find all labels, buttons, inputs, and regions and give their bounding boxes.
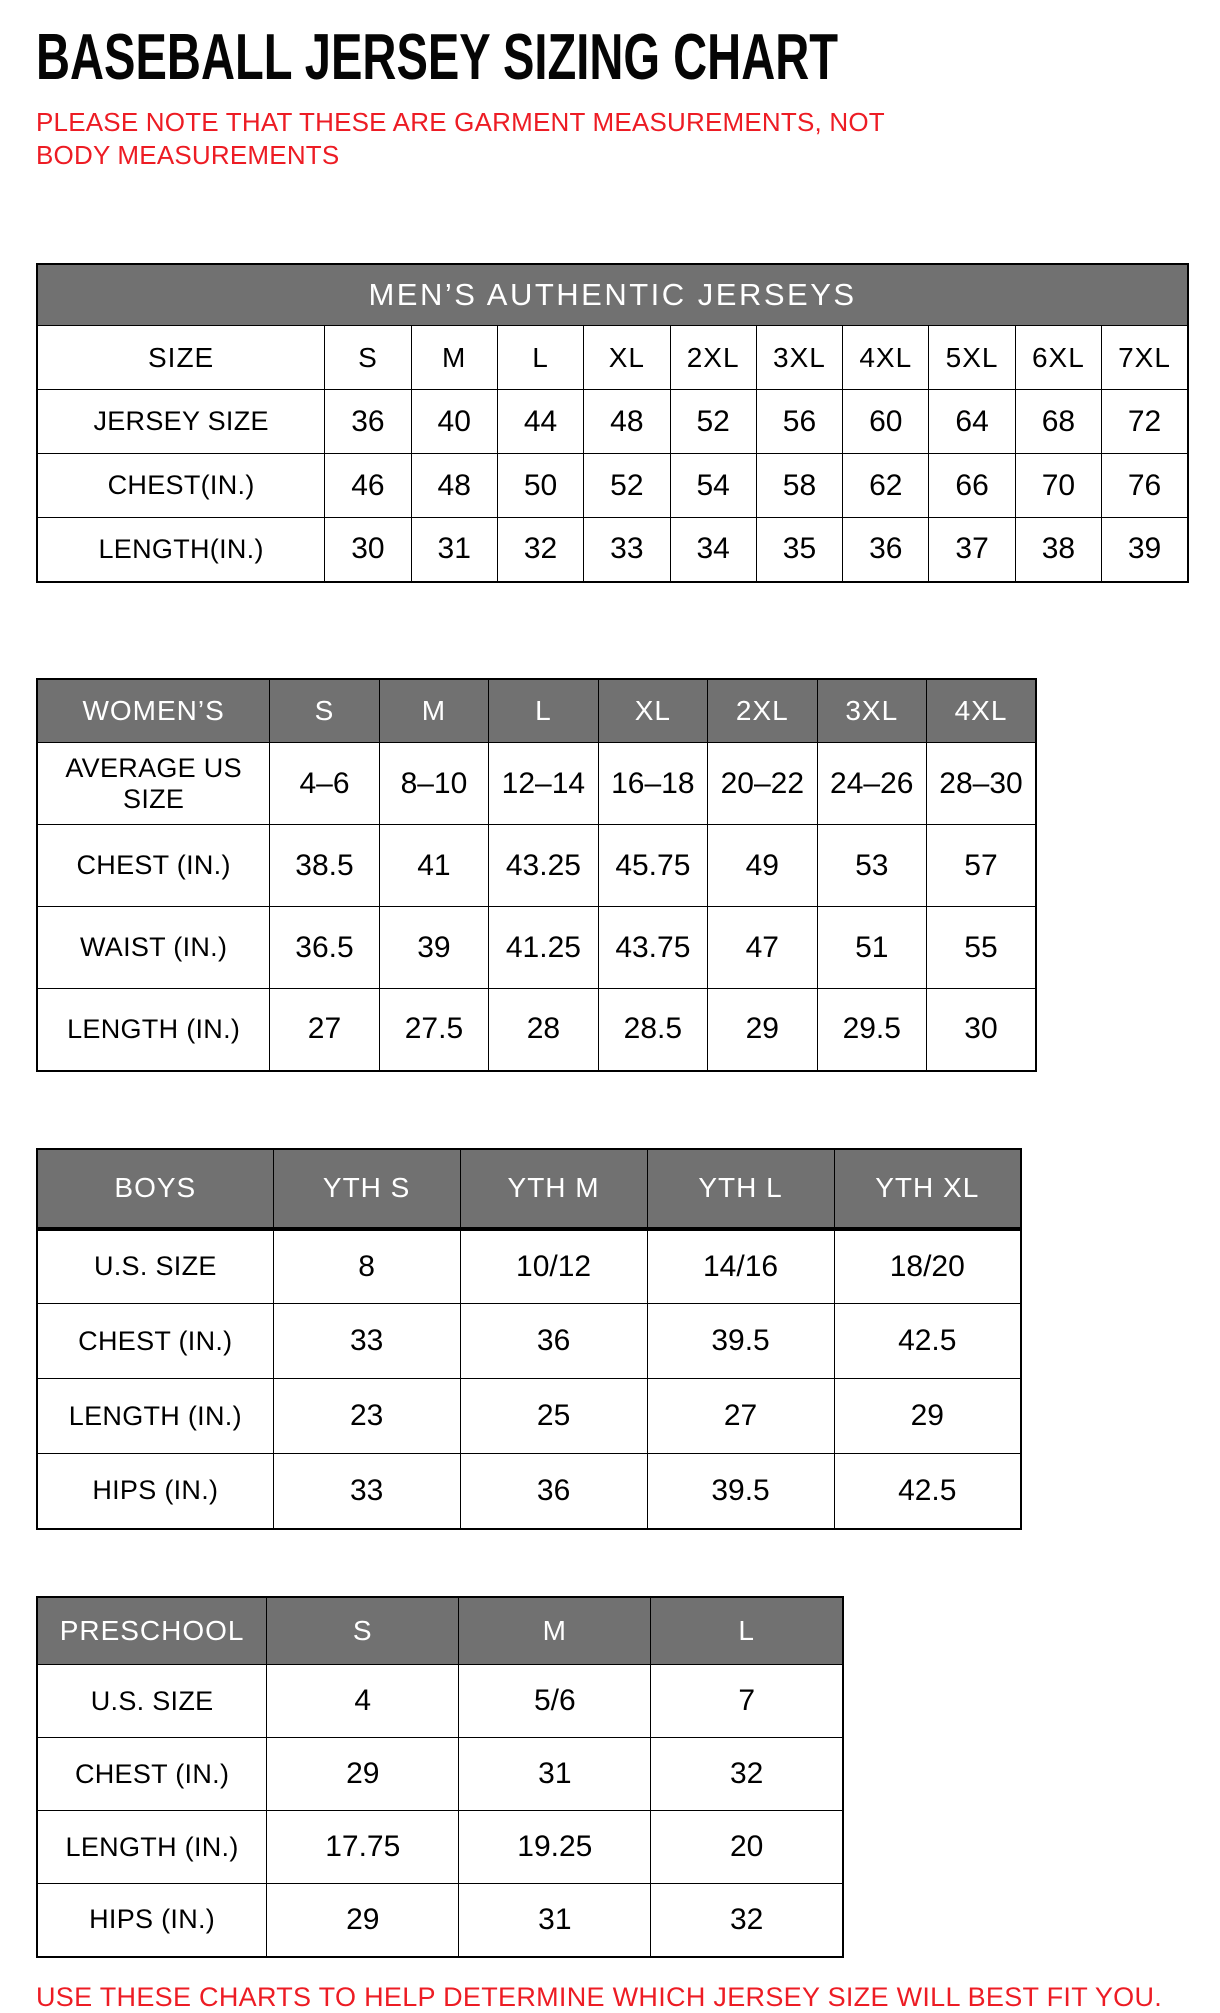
table-row	[37, 1884, 843, 1957]
table-cell: 12–14	[489, 743, 598, 825]
table-cell: 37	[929, 518, 1015, 582]
table-row	[37, 989, 1036, 1071]
table-cell: 46	[325, 454, 411, 518]
row-label: LENGTH (IN.)	[37, 989, 270, 1071]
column-header: 6XL	[1015, 326, 1101, 390]
table-cell: 47	[708, 907, 817, 989]
column-header: 4XL	[926, 679, 1036, 743]
preschool-sizing-table	[36, 1596, 844, 1958]
table-cell: 70	[1015, 454, 1101, 518]
row-label: JERSEY SIZE	[37, 390, 325, 454]
table-cell: 20	[651, 1811, 843, 1884]
table-cell: 32	[651, 1884, 843, 1957]
table-cell: 42.5	[834, 1454, 1021, 1529]
table-cell: 43.75	[598, 907, 707, 989]
column-header: 4XL	[843, 326, 929, 390]
row-label: WAIST (IN.)	[37, 907, 270, 989]
table-cell: 29	[267, 1738, 459, 1811]
table-corner-label: WOMEN’S	[37, 679, 270, 743]
table-cell: 55	[926, 907, 1036, 989]
table-row	[37, 1229, 1021, 1304]
table-cell: 10/12	[460, 1229, 647, 1304]
garment-measurement-note: PLEASE NOTE THAT THESE ARE GARMENT MEASUREMENTS, NOT BODY MEASUREMENTS	[36, 107, 885, 171]
table-cell: 36	[460, 1304, 647, 1379]
table-cell: 34	[670, 518, 756, 582]
table-cell: 38	[1015, 518, 1101, 582]
table-cell: 14/16	[647, 1229, 834, 1304]
table-header-row	[37, 326, 1188, 390]
table-cell: 19.25	[459, 1811, 651, 1884]
table-cell: 44	[497, 390, 583, 454]
column-header: 5XL	[929, 326, 1015, 390]
row-label: AVERAGE US SIZE	[37, 743, 270, 825]
table-cell: 33	[273, 1304, 460, 1379]
table-row	[37, 1454, 1021, 1529]
table-cell: 76	[1102, 454, 1188, 518]
row-label: LENGTH (IN.)	[37, 1811, 267, 1884]
column-header: M	[379, 679, 488, 743]
table-cell: 52	[670, 390, 756, 454]
table-cell: 29	[834, 1379, 1021, 1454]
table-cell: 72	[1102, 390, 1188, 454]
table-cell: 36	[325, 390, 411, 454]
table-cell: 51	[817, 907, 926, 989]
column-header: L	[489, 679, 598, 743]
table-cell: 66	[929, 454, 1015, 518]
table-cell: 30	[325, 518, 411, 582]
table-cell: 57	[926, 825, 1036, 907]
table-cell: 16–18	[598, 743, 707, 825]
table-cell: 8	[273, 1229, 460, 1304]
table-cell: 32	[651, 1738, 843, 1811]
table-cell: 56	[756, 390, 842, 454]
column-header: XL	[598, 679, 707, 743]
table-cell: 8–10	[379, 743, 488, 825]
table-row	[37, 825, 1036, 907]
table-cell: 28.5	[598, 989, 707, 1071]
column-header: M	[411, 326, 497, 390]
table-row	[37, 1304, 1021, 1379]
table-cell: 27	[647, 1379, 834, 1454]
table-cell: 32	[497, 518, 583, 582]
table-cell: 41.25	[489, 907, 598, 989]
table-row	[37, 907, 1036, 989]
table-cell: 29	[267, 1884, 459, 1957]
table-cell: 7	[651, 1665, 843, 1738]
table-cell: 36	[843, 518, 929, 582]
table-cell: 62	[843, 454, 929, 518]
column-header: 7XL	[1102, 326, 1188, 390]
table-cell: 39.5	[647, 1454, 834, 1529]
row-label: CHEST(IN.)	[37, 454, 325, 518]
row-label: LENGTH (IN.)	[37, 1379, 273, 1454]
table-cell: 50	[497, 454, 583, 518]
column-header: L	[651, 1597, 843, 1665]
table-cell: 33	[273, 1454, 460, 1529]
table-row	[37, 1665, 843, 1738]
table-cell: 39.5	[647, 1304, 834, 1379]
table-row	[37, 454, 1188, 518]
table-cell: 52	[584, 454, 670, 518]
table-banner-title: MEN’S AUTHENTIC JERSEYS	[37, 264, 1188, 326]
table-cell: 31	[459, 1884, 651, 1957]
row-label: CHEST (IN.)	[37, 825, 270, 907]
column-header: L	[497, 326, 583, 390]
column-header: S	[325, 326, 411, 390]
column-header: 2XL	[670, 326, 756, 390]
table-cell: 39	[1102, 518, 1188, 582]
table-cell: 20–22	[708, 743, 817, 825]
column-header: 3XL	[817, 679, 926, 743]
table-row	[37, 1738, 843, 1811]
table-cell: 18/20	[834, 1229, 1021, 1304]
column-header: YTH XL	[834, 1149, 1021, 1229]
womens-sizing-table	[36, 678, 1037, 1072]
table-cell: 48	[584, 390, 670, 454]
table-cell: 39	[379, 907, 488, 989]
column-header: M	[459, 1597, 651, 1665]
table-cell: 36.5	[270, 907, 379, 989]
table-corner-label: BOYS	[37, 1149, 273, 1229]
mens-authentic-jerseys-table	[36, 263, 1189, 583]
row-label: CHEST (IN.)	[37, 1738, 267, 1811]
table-row	[37, 518, 1188, 582]
table-header-row	[37, 679, 1036, 743]
column-header: 3XL	[756, 326, 842, 390]
table-cell: 42.5	[834, 1304, 1021, 1379]
table-cell: 30	[926, 989, 1036, 1071]
table-header-row	[37, 1597, 843, 1665]
table-row	[37, 390, 1188, 454]
table-cell: 17.75	[267, 1811, 459, 1884]
table-cell: 27.5	[379, 989, 488, 1071]
table-cell: 48	[411, 454, 497, 518]
column-header: 2XL	[708, 679, 817, 743]
table-cell: 31	[411, 518, 497, 582]
table-cell: 25	[460, 1379, 647, 1454]
column-header: YTH L	[647, 1149, 834, 1229]
footer-fit-note: USE THESE CHARTS TO HELP DETERMINE WHICH JERSEY SIZE WILL BEST FIT YOU.	[36, 1981, 1163, 2012]
table-cell: 27	[270, 989, 379, 1071]
table-banner-row	[37, 264, 1188, 326]
table-cell: 28	[489, 989, 598, 1071]
table-cell: 5/6	[459, 1665, 651, 1738]
table-header-row	[37, 1149, 1021, 1229]
table-cell: 49	[708, 825, 817, 907]
row-label: HIPS (IN.)	[37, 1884, 267, 1957]
table-cell: 54	[670, 454, 756, 518]
table-corner-label: PRESCHOOL	[37, 1597, 267, 1665]
row-label: HIPS (IN.)	[37, 1454, 273, 1529]
table-cell: 58	[756, 454, 842, 518]
table-row	[37, 1811, 843, 1884]
row-label: LENGTH(IN.)	[37, 518, 325, 582]
table-cell: 43.25	[489, 825, 598, 907]
table-row	[37, 743, 1036, 825]
table-cell: 53	[817, 825, 926, 907]
table-cell: 33	[584, 518, 670, 582]
column-header: YTH M	[460, 1149, 647, 1229]
table-cell: 35	[756, 518, 842, 582]
page-title: BASEBALL JERSEY SIZING CHART	[36, 21, 839, 94]
table-cell: 38.5	[270, 825, 379, 907]
row-label: U.S. SIZE	[37, 1665, 267, 1738]
table-corner-label: SIZE	[37, 326, 325, 390]
table-cell: 45.75	[598, 825, 707, 907]
table-cell: 24–26	[817, 743, 926, 825]
column-header: S	[267, 1597, 459, 1665]
table-row	[37, 1379, 1021, 1454]
table-cell: 29.5	[817, 989, 926, 1071]
table-cell: 68	[1015, 390, 1101, 454]
table-cell: 36	[460, 1454, 647, 1529]
row-label: U.S. SIZE	[37, 1229, 273, 1304]
boys-sizing-table	[36, 1148, 1022, 1530]
table-cell: 29	[708, 989, 817, 1071]
table-cell: 64	[929, 390, 1015, 454]
column-header: YTH S	[273, 1149, 460, 1229]
row-label: CHEST (IN.)	[37, 1304, 273, 1379]
table-cell: 4	[267, 1665, 459, 1738]
table-cell: 23	[273, 1379, 460, 1454]
column-header: XL	[584, 326, 670, 390]
table-cell: 41	[379, 825, 488, 907]
table-cell: 60	[843, 390, 929, 454]
table-cell: 4–6	[270, 743, 379, 825]
column-header: S	[270, 679, 379, 743]
table-cell: 28–30	[926, 743, 1036, 825]
table-cell: 31	[459, 1738, 651, 1811]
table-cell: 40	[411, 390, 497, 454]
